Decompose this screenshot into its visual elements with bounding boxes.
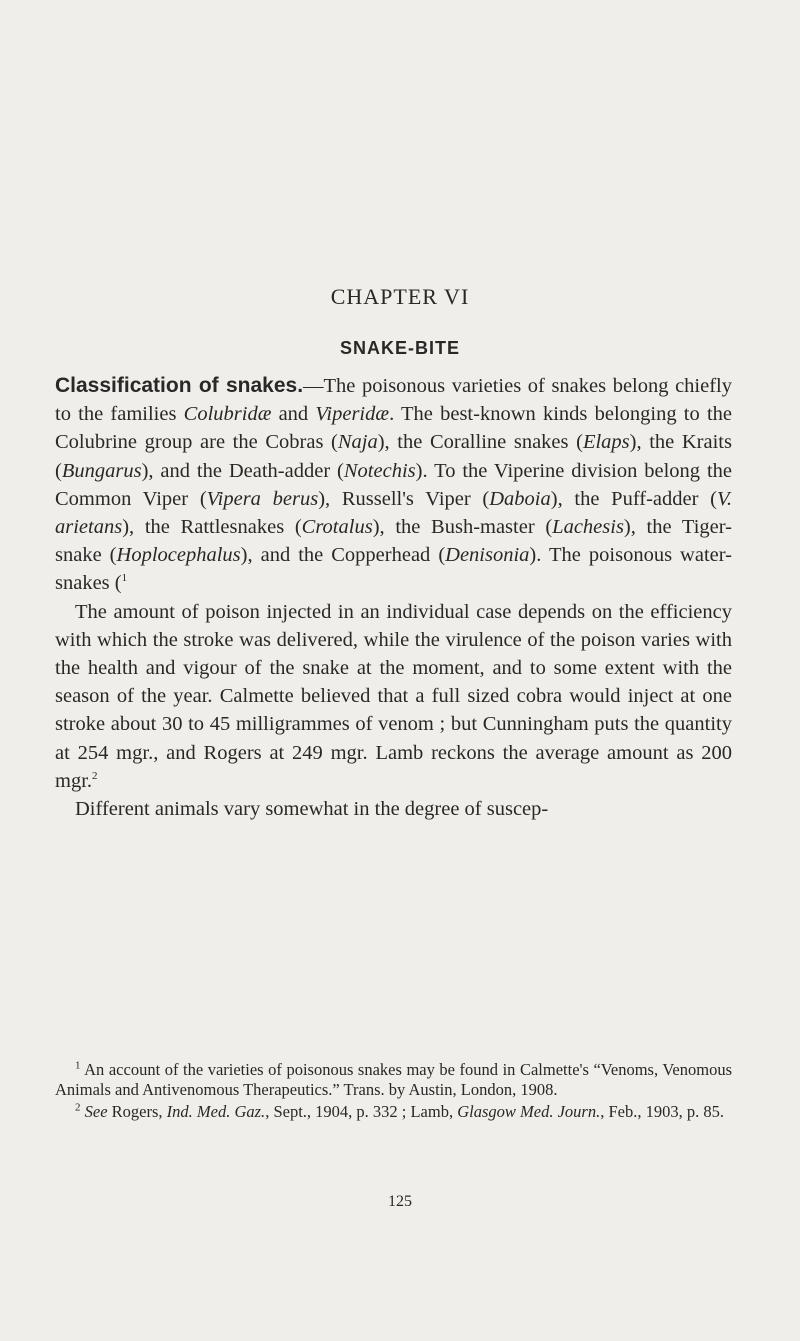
taxon: V. arietans [55,487,733,539]
footnote-ref[interactable]: 1 [121,572,128,585]
footnote-2: $^2$ See Rogers, Ind. Med. Gaz., Sept., 1904, p. 332 ; Lamb, Glasgow Med. Journ., Feb., 1903, p. 85. [75,1101,724,1121]
taxon: Notechis [343,459,416,482]
taxon: Crotalus [301,516,373,539]
taxon: Daboia [489,487,551,510]
taxon: Viperidæ [315,403,390,426]
paragraph-poison-amount: The amount of poison injected in an individual case depends on the efficiency with which the stroke was delivered, while the virulence of the poison varies with the health and vigour of the snake at the moment, and to some extent with the season of the year. Calmette believed that a full sized cobra would inject at one stroke about 30 to 45 milligrammes of venom ; but Cunningham puts the quantity at 254 mgr., and Rogers at 249 mgr. Lamb reckons the average amount as 200 mgr.$^2$ [55,600,732,792]
taxon: Bungarus [61,459,142,482]
footnote-1: $^1$ An account of the varieties of poisonous snakes may be found in Calmette's “Venoms, Venomous Animals and Antivenomous Therapeutics.” Trans. by Austin, London, 1908. [55,1059,732,1099]
journal-title: Glasgow Med. Journ. [457,1102,601,1121]
taxon: Denisonia [445,544,530,567]
taxon: Colubridæ [183,403,272,426]
taxon: Lachesis [552,516,624,539]
body-text [55,372,732,823]
taxon: Naja [337,431,378,454]
chapter-heading: CHAPTER VI [330,284,470,309]
taxon: Hoplocephalus [116,544,241,567]
page-number: 125 [388,1193,412,1210]
taxon: Vipera berus [206,487,319,510]
paragraph-susceptibility: Different animals vary somewhat in the degree of suscep- [75,798,549,821]
taxon: Elaps [582,431,630,454]
footnotes [55,1060,732,1122]
paragraph-lead: Classification of snakes. [55,374,304,397]
footnote-mark: 1 [75,1059,81,1072]
footnote-ref[interactable]: 2 [92,770,98,783]
chapter-title: SNAKE-BITE [339,338,460,358]
paragraph-classification: Classification of snakes.—The poisonous varieties of snakes belong chiefly to the families Colubridæ and Viperidæ. The best-known kinds belonging to the Colubrine group are the Cobras (Naja), the Coralline snakes (Elaps), the Kraits (Bungarus), and the Death-adder (Notechis). To the Viperine division belong the Common Viper (Vipera berus), Russell's Viper (Daboia), the Puff-adder (V. arietans), the Rattlesnakes (Crotalus), the Bush-master (Lachesis), the Tiger-snake (Hoplocephalus), and the Copperhead (Denisonia). The poisonous water-snakes ($^1$ [55,374,733,595]
journal-title: Ind. Med. Gaz. [166,1102,266,1121]
footnote-mark: 2 [75,1101,81,1114]
